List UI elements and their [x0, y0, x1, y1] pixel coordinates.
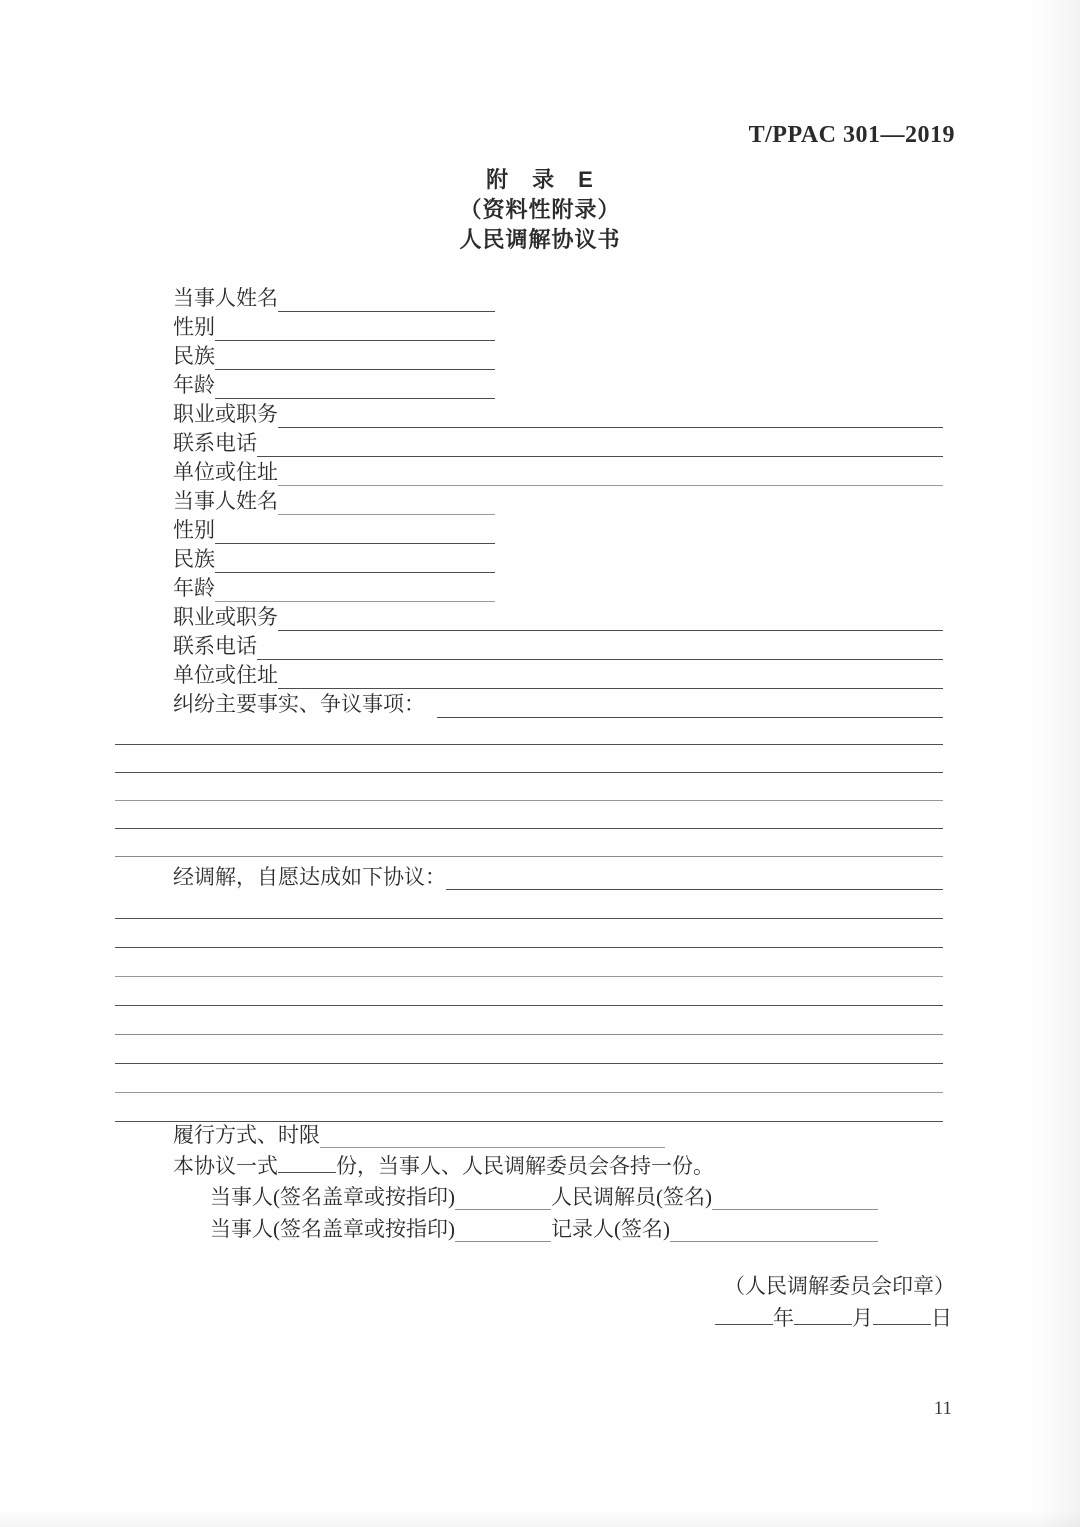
signature-blank	[455, 1214, 551, 1242]
copies-suffix: 份，当事人、人民调解委员会各持一份。	[336, 1154, 714, 1178]
signature-blank	[712, 1182, 878, 1210]
field-row-party2-gender	[173, 515, 495, 544]
dispute-facts-label: 纠纷主要事实、争议事项：	[173, 692, 425, 716]
blank-line	[115, 717, 943, 745]
fill-line	[278, 486, 495, 515]
appendix-heading: 附 录 E	[486, 167, 594, 192]
signature-row-mediator	[210, 1182, 878, 1210]
agreement-writing-lines	[115, 890, 943, 1122]
party-signature-label: 当事人(签名盖章或按指印)	[210, 1185, 455, 1209]
fill-line	[278, 399, 943, 428]
party-fields	[173, 283, 943, 718]
field-label: 年龄	[173, 373, 215, 397]
fill-line	[437, 689, 943, 718]
fill-line	[215, 573, 495, 602]
field-label: 职业或职务	[173, 605, 278, 629]
fill-line	[215, 341, 495, 370]
year-blank	[715, 1305, 773, 1325]
field-label: 性别	[173, 518, 215, 542]
fill-line	[215, 370, 495, 399]
month-blank	[794, 1305, 852, 1325]
recorder-signature-label: 记录人(签名)	[551, 1217, 670, 1241]
blank-line	[115, 1006, 943, 1035]
scan-edge-shadow-bottom	[0, 1511, 1080, 1527]
field-label: 单位或住址	[173, 663, 278, 687]
field-row-party2-phone	[173, 631, 943, 660]
field-row-party1-ethnic	[173, 341, 495, 370]
page-number: 11	[933, 1398, 952, 1419]
fill-line	[278, 283, 495, 312]
dispute-writing-lines	[115, 717, 943, 857]
field-label: 当事人姓名	[173, 489, 278, 513]
field-label: 年龄	[173, 576, 215, 600]
field-row-party2-age	[173, 573, 495, 602]
field-label: 单位或住址	[173, 460, 278, 484]
field-label: 民族	[173, 344, 215, 368]
blank-line	[115, 919, 943, 948]
agreement-label: 经调解，自愿达成如下协议：	[173, 865, 446, 889]
blank-line	[115, 977, 943, 1006]
field-row-party2-name	[173, 486, 495, 515]
performance-row	[173, 1122, 665, 1148]
month-label: 月	[852, 1306, 873, 1330]
blank-line	[115, 1035, 943, 1064]
field-row-party1-occupation	[173, 399, 943, 428]
field-row-party1-age	[173, 370, 495, 399]
agreement-row	[173, 862, 943, 890]
fill-line	[215, 312, 495, 341]
field-row-dispute-facts	[173, 689, 943, 718]
blank-line	[115, 773, 943, 801]
blank-line	[115, 890, 943, 919]
committee-seal-note: （人民调解委员会印章）	[724, 1274, 955, 1298]
title-block	[0, 165, 1080, 255]
field-row-party2-address	[173, 660, 943, 689]
field-label: 联系电话	[173, 431, 257, 455]
blank-line	[115, 1093, 943, 1122]
blank-line	[115, 745, 943, 773]
signature-blank	[670, 1214, 878, 1242]
date-line	[715, 1302, 952, 1332]
appendix-note: （资料性附录）	[459, 197, 621, 222]
fill-line	[278, 457, 943, 486]
mediator-signature-label: 人民调解员(签名)	[551, 1185, 712, 1209]
standard-number: T/PPAC 301—2019	[748, 122, 955, 148]
fill-line	[278, 602, 943, 631]
signature-row-recorder	[210, 1214, 878, 1242]
field-row-party2-ethnic	[173, 544, 495, 573]
blank-line	[115, 829, 943, 857]
day-blank	[873, 1305, 931, 1325]
fill-line	[278, 660, 943, 689]
field-label: 职业或职务	[173, 402, 278, 426]
fill-line	[215, 515, 495, 544]
day-label: 日	[931, 1306, 952, 1330]
blank-line	[115, 1064, 943, 1093]
copies-count-blank	[278, 1153, 336, 1173]
fill-line	[215, 544, 495, 573]
copies-prefix: 本协议一式	[173, 1154, 278, 1178]
field-row-party2-occupation	[173, 602, 943, 631]
fill-line	[257, 631, 943, 660]
blank-line	[115, 948, 943, 977]
fill-line	[446, 862, 943, 890]
field-row-party1-phone	[173, 428, 943, 457]
field-label: 联系电话	[173, 634, 257, 658]
performance-label: 履行方式、时限	[173, 1123, 320, 1147]
document-title: 人民调解协议书	[459, 227, 621, 252]
party-signature-label: 当事人(签名盖章或按指印)	[210, 1217, 455, 1241]
field-label: 性别	[173, 315, 215, 339]
fill-line	[320, 1122, 665, 1148]
field-row-party1-address	[173, 457, 943, 486]
year-label: 年	[773, 1306, 794, 1330]
field-row-party1-gender	[173, 312, 495, 341]
copies-row	[173, 1152, 714, 1180]
fill-line	[257, 428, 943, 457]
field-row-party1-name	[173, 283, 495, 312]
field-label: 民族	[173, 547, 215, 571]
signature-blank	[455, 1182, 551, 1210]
field-label: 当事人姓名	[173, 286, 278, 310]
blank-line	[115, 801, 943, 829]
